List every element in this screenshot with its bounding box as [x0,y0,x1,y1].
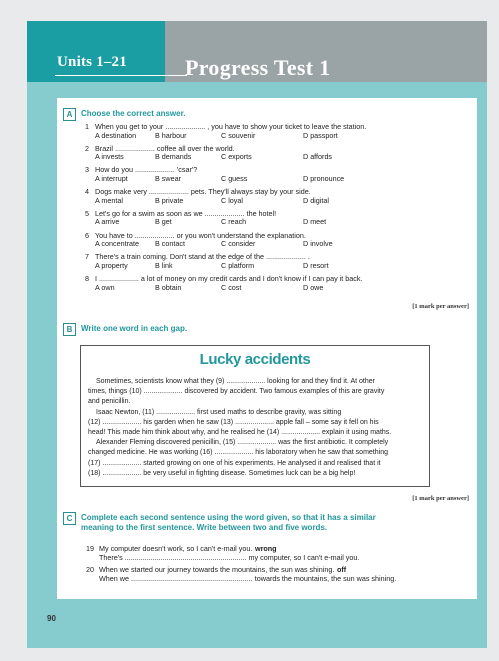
answer-option[interactable]: A interrupt [95,174,128,183]
title-rule [55,75,187,76]
answer-option[interactable]: C consider [221,239,256,249]
answer-option[interactable]: A invests [95,152,124,162]
answer-option[interactable]: D meet [303,217,327,227]
answer-option[interactable]: D pronounce [303,174,345,183]
article-line: Isaac Newton, (11) .................... first used maths to describe gravity, was sitting [96,408,342,416]
answer-option[interactable]: C platform [221,260,255,270]
answer-option[interactable]: A mental [95,195,123,205]
answer-option[interactable]: B obtain [155,282,182,292]
section-b-instruction: Write one word in each gap. [81,324,188,333]
answer-option[interactable]: C souvenir [221,130,256,140]
question-number: 3 [85,165,89,175]
answer-option[interactable]: B swear [155,174,181,183]
article-line: Alexander Fleming discovered penicillin, (15) .................... was the first antibiotic. It completely [96,439,389,447]
textbook-page [27,21,487,648]
answer-option[interactable]: A own [95,282,115,292]
answer-sentence[interactable]: There's ............................................................. my computer, so I can't e-mail you. [99,553,360,562]
section-a-badge: A [63,108,76,121]
question-stem: When you get to your .................... , you have to show your ticket to leave the station. [95,122,367,131]
section-b-badge: B [63,323,76,336]
question-stem: Dogs make very .................... pets. They'll always stay by your side. [95,187,311,197]
article-line: head! This made him think about why, and he realised he (14) .................... explain it using maths. [88,429,392,436]
question-number: 2 [85,143,89,153]
answer-option[interactable]: C loyal [221,195,243,205]
answer-option[interactable]: C guess [221,174,248,183]
question-stem: How do you .................... 'csar'? [95,165,198,175]
item-number: 20 [86,565,94,574]
question-number: 6 [85,230,89,240]
page-title: Progress Test 1 [185,55,331,80]
question-number: 4 [85,187,89,197]
answer-option[interactable]: B harbour [155,130,187,140]
article-line: (12) .................... his garden when he saw (13) .................... apple fall – some say it fell on his [88,418,379,426]
article-title: Lucky accidents [199,351,311,368]
original-sentence: My computer doesn't work, so I can't e-mail you. [99,544,253,553]
question-number: 7 [85,252,89,262]
section-a-mark-note: [1 mark per answer] [412,303,469,310]
answer-option[interactable]: C exports [221,152,252,162]
question-stem: Let's go for a swim as soon as we .................... the hotel! [95,208,277,218]
answer-option[interactable]: C cost [221,282,242,292]
article-line: times, things (10) .................... discovered by accident. Two famous examples of this are gravity [88,388,385,396]
section-c-instruction-line2: meaning to the first sentence. Write between two and five words. [81,523,328,532]
answer-sentence[interactable]: When we ............................................................. towards the mountains, the sun was shining. [99,574,397,583]
article-line: (17) .................... started growing on one of his experiments. He analysed it and realised that it [88,459,381,467]
question-stem: There's a train coming. Don't stand at the edge of the .................... . [95,252,310,262]
original-sentence: When we started our journey towards the mountains, the sun was shining. [99,565,335,574]
article-box [80,345,430,487]
answer-option[interactable]: D affords [303,152,333,162]
article-line: and penicillin. [88,398,131,406]
article-line: Sometimes, scientists know what they (9) .................... looking for and they find it. At other [96,378,375,385]
answer-option[interactable]: B contact [155,239,185,249]
page-number: 90 [47,614,56,623]
answer-option[interactable]: B demands [155,152,192,162]
article-line: (18) .................... be very useful in fighting disease. Sometimes luck can be a big help! [88,469,356,477]
question-stem: Brazil .................... coffee all over the world. [95,143,235,153]
answer-option[interactable]: B link [155,260,173,270]
key-word: wrong [255,544,277,553]
answer-option[interactable]: B get [155,217,172,227]
unit-label: Units 1–21 [57,54,127,70]
section-a-instruction: Choose the correct answer. [81,109,186,118]
key-word: off [337,565,347,574]
question-stem: You have to .................... or you won't understand the explanation. [95,230,306,240]
section-b-mark-note: [1 mark per answer] [412,495,469,502]
answer-option[interactable]: D digital [303,195,329,205]
answer-option[interactable]: D involve [303,239,333,249]
answer-option[interactable]: A property [95,260,128,270]
test-content [57,98,477,599]
answer-option[interactable]: A arrive [95,217,120,227]
answer-option[interactable]: A concentrate [95,239,139,249]
question-number: 5 [85,208,89,218]
answer-option[interactable]: D resort [303,260,329,270]
answer-option[interactable]: C reach [221,217,247,227]
question-number: 1 [85,122,89,131]
unit-tab [27,21,165,82]
answer-option[interactable]: D owe [303,282,324,292]
answer-option[interactable]: B private [155,195,184,205]
section-c-instruction-line1: Complete each second sentence using the word given, so that it has a similar [81,513,376,522]
question-number: 8 [85,273,89,283]
question-stem: I .................... a lot of money on my credit cards and I don't know if I can pay it back. [95,273,363,283]
answer-option[interactable]: A destination [95,130,137,140]
answer-option[interactable]: D passport [303,130,338,140]
item-number: 19 [86,544,94,553]
article-line: changed medicine. He was working (16) .................... his laboratory when he saw that something [88,449,388,457]
section-c-badge: C [63,512,76,525]
